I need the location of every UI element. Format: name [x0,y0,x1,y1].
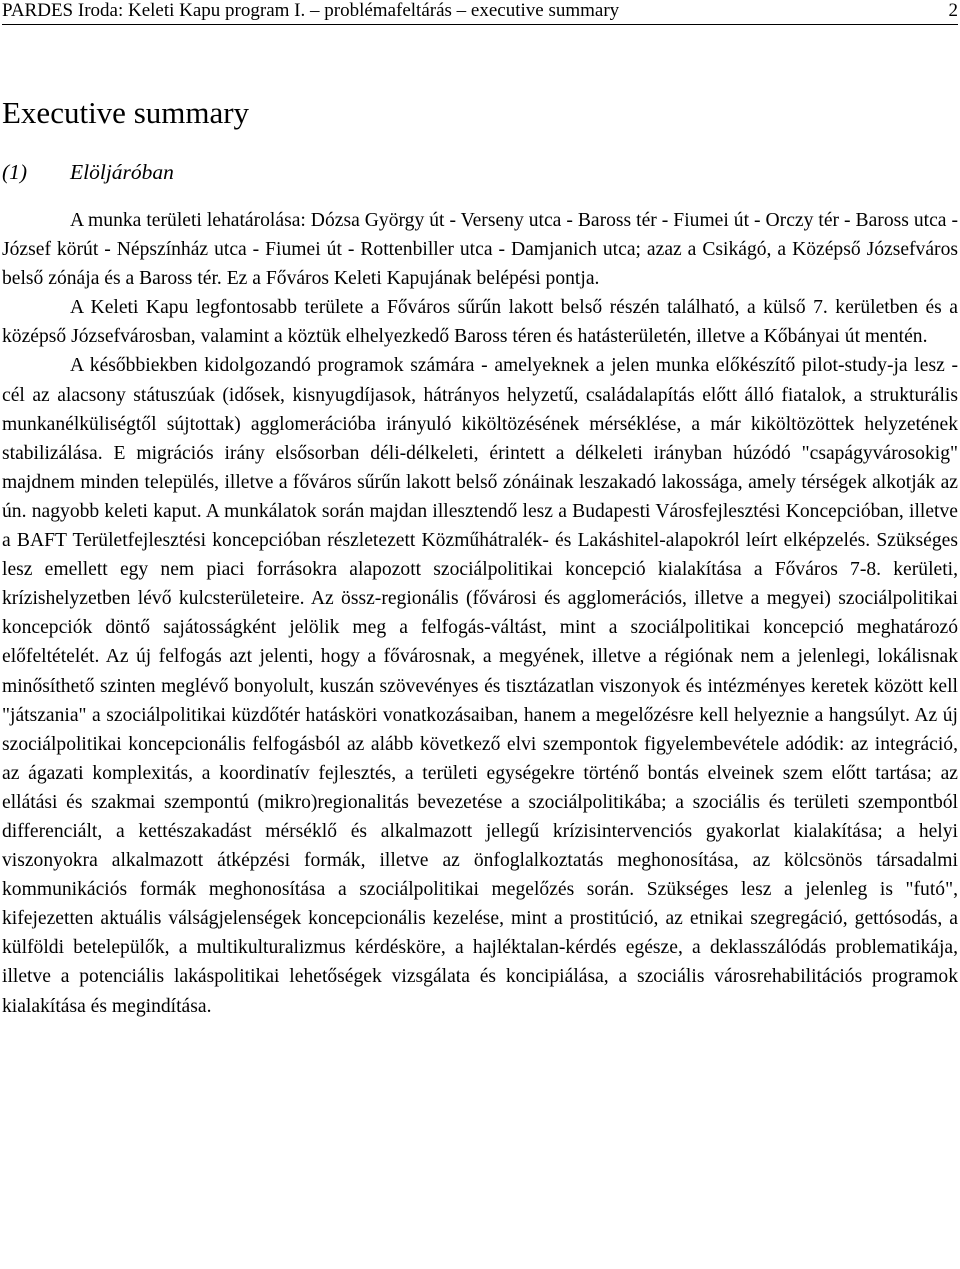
header-title: PARDES Iroda: Keleti Kapu program I. – problémafeltárás – executive summary [2,0,620,21]
document-page [2,0,958,1021]
section-title: Elöljáróban [70,160,174,184]
section-heading [2,158,958,186]
paragraph: A Keleti Kapu legfontosabb területe a Főváros sűrűn lakott belső részén található, a külső 7. kerületben és a középső Józsefvárosban, valamint a köztük elhelyezkedő Baross téren és hatásterületén, illetve a Kőbányai út mentén. [2,297,958,348]
paragraph: A munka területi lehatárolása: Dózsa György út - Verseny utca - Baross tér - Fiumei út - Orczy tér - Baross utca - József körút - Népszínház utca - Fiumei út - Rottenbiller utca - Damjanich utca; azaz a Csikágó, a Középső Józsefváros belső zónája és a Baross tér. Ez a Főváros Keleti Kapujának belépési pontja. [2,210,958,290]
paragraph: A későbbiekben kidolgozandó programok számára - amelyeknek a jelen munka előkészítő pilot-study-ja lesz - cél az alacsony státuszúak (idősek, kisnyugdíjasok, hátrányos helyzetű, családalapítás előtt álló fiatalok, a strukturális munkanélküliségtől sújtottak) agglomerációba irányuló kiköltözésének mérséklése, a már kiköltözöttek helyzetének stabilizálása. E migrációs irány elsősorban déli-délkeleti, érintett a délkeleti irányban húzódó "csapágyvárosokig" majdnem minden település, illetve a főváros sűrűn lakott belső zónáinak leszakadó lakossága, amely térségek alkotják az ún. nagyobb keleti kaput. A munkálatok során majdan illesztendő lesz a Budapesti Városfejlesztési Koncepcióban, illetve a BAFT Területfejlesztési koncepcióban részletezett Közműhátralék- és Lakáshitel-alapokról leírt elképzelés. Szükséges lesz emellett egy nem piaci forrásokra alapozott szociálpolitikai koncepció kialakítása a Főváros 7-8. kerületi, krízishelyzetben lévő kulcsterületeire. Az össz-regionális (fővárosi és agglomerációs, illetve a megyei) szociálpolitikai koncepciók döntő sajátosságként jelölik meg a felfogás-váltást, mint a szociálpolitikai koncepció meghatározó előfeltételét. Az új felfogás azt jelenti, hogy a fővárosnak, a megyének, illetve a régiónak nem a jelenlegi, lokálisnak minősíthető szinten meglévő bonyolult, kuszán szövevényes és tisztázatlan viszonyok és intézményes keretek között kell "játszania" a szociálpolitikai küzdőtér hatásköri vonatkozásaiban, hanem a megelőzésre kell helyeznie a hangsúlyt. Az új szociálpolitikai koncepcionális felfogásból az alább következő elvi szempontok figyelembevétele adódik: az integráció, az ágazati komplexitás, a koordinatív fejlesztés, a területi egységekre történő bontás elveinek szem előtt tartása; az ellátási és szakmai szempontú (mikro)regionalitás bevezetése a szociálpolitikába; a szociális és területi szempontból differenciált, a kettészakadást mérséklő és alkalmazott jellegű krízisintervenciós gyakorlat kialakítása; a helyi viszonyokra alkalmazott átképzési formák, illetve az önfoglalkoztatás meghonosítása, az kölcsönös társadalmi kommunikációs formák meghonosítása a szociálpolitikai megelőzés során. Szükséges lesz a jelenleg is "futó", kifejezetten aktuális válságjelenségek koncepcionális kezelése, mint a prostitúció, az etnikai szegregáció, gettósodás, a külföldi betelepülők, a multikulturalizmus kérdésköre, a hajléktalan-kérdés egésze, a deklasszálódás problematikája, illetve a potenciális lakáspolitikai lehetőségek vizsgálata és koncipiálása, a szociális városrehabilitációs programok kialakítása és megindítása. [2,355,958,1017]
page-number: 2 [948,0,958,21]
document-title: Executive summary [2,95,250,130]
section-number: (1) [2,160,28,184]
body-text [2,206,958,1021]
running-header [2,0,958,25]
